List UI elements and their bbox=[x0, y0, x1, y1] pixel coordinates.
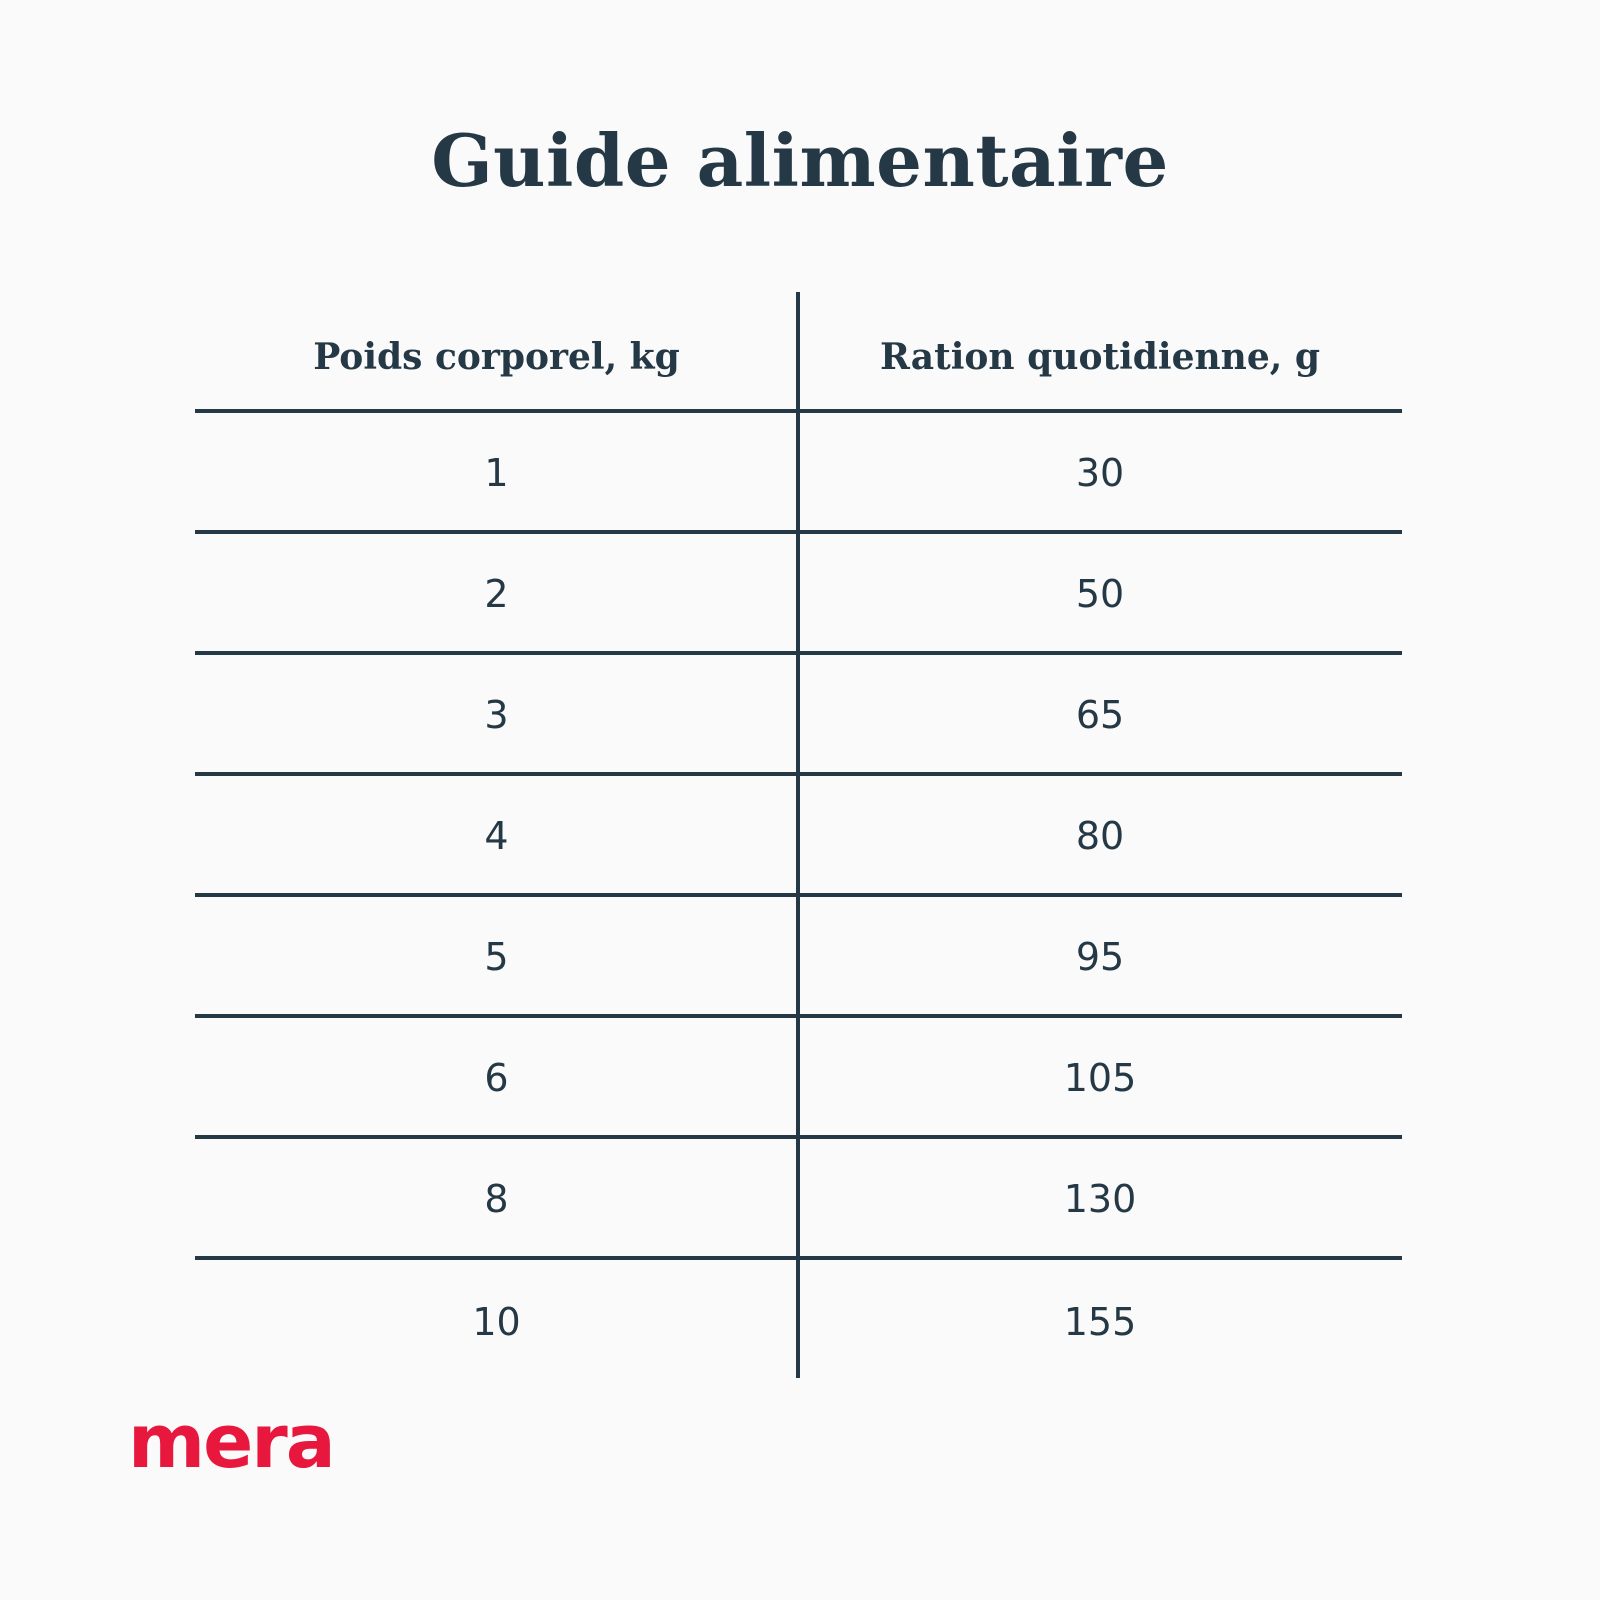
table-row bbox=[195, 655, 1402, 776]
header-body-weight: Poids corporel, kg bbox=[313, 335, 680, 378]
feeding-guide-table bbox=[195, 292, 1402, 1381]
table-row bbox=[195, 897, 1402, 1018]
mera-logo: mera bbox=[128, 1399, 334, 1485]
table-header-row bbox=[195, 292, 1402, 413]
ration-cell: 65 bbox=[1075, 692, 1125, 737]
table-row bbox=[195, 413, 1402, 534]
ration-cell: 105 bbox=[1063, 1055, 1137, 1100]
weight-cell: 8 bbox=[484, 1176, 509, 1221]
table-row bbox=[195, 1260, 1402, 1381]
weight-cell: 5 bbox=[484, 934, 509, 979]
table-row bbox=[195, 776, 1402, 897]
weight-cell: 3 bbox=[484, 692, 509, 737]
table-row bbox=[195, 534, 1402, 655]
ration-cell: 80 bbox=[1075, 813, 1125, 858]
ration-cell: 155 bbox=[1063, 1299, 1137, 1344]
header-daily-ration: Ration quotidienne, g bbox=[880, 335, 1320, 378]
weight-cell: 1 bbox=[484, 450, 509, 495]
weight-cell: 6 bbox=[484, 1055, 509, 1100]
table-row bbox=[195, 1018, 1402, 1139]
page-title: Guide alimentaire bbox=[431, 118, 1169, 203]
ration-cell: 95 bbox=[1075, 934, 1125, 979]
ration-cell: 50 bbox=[1075, 571, 1125, 616]
weight-cell: 2 bbox=[484, 571, 509, 616]
table-row bbox=[195, 1139, 1402, 1260]
weight-cell: 4 bbox=[484, 813, 509, 858]
ration-cell: 30 bbox=[1075, 450, 1125, 495]
weight-cell: 10 bbox=[472, 1299, 521, 1344]
ration-cell: 130 bbox=[1063, 1176, 1137, 1221]
